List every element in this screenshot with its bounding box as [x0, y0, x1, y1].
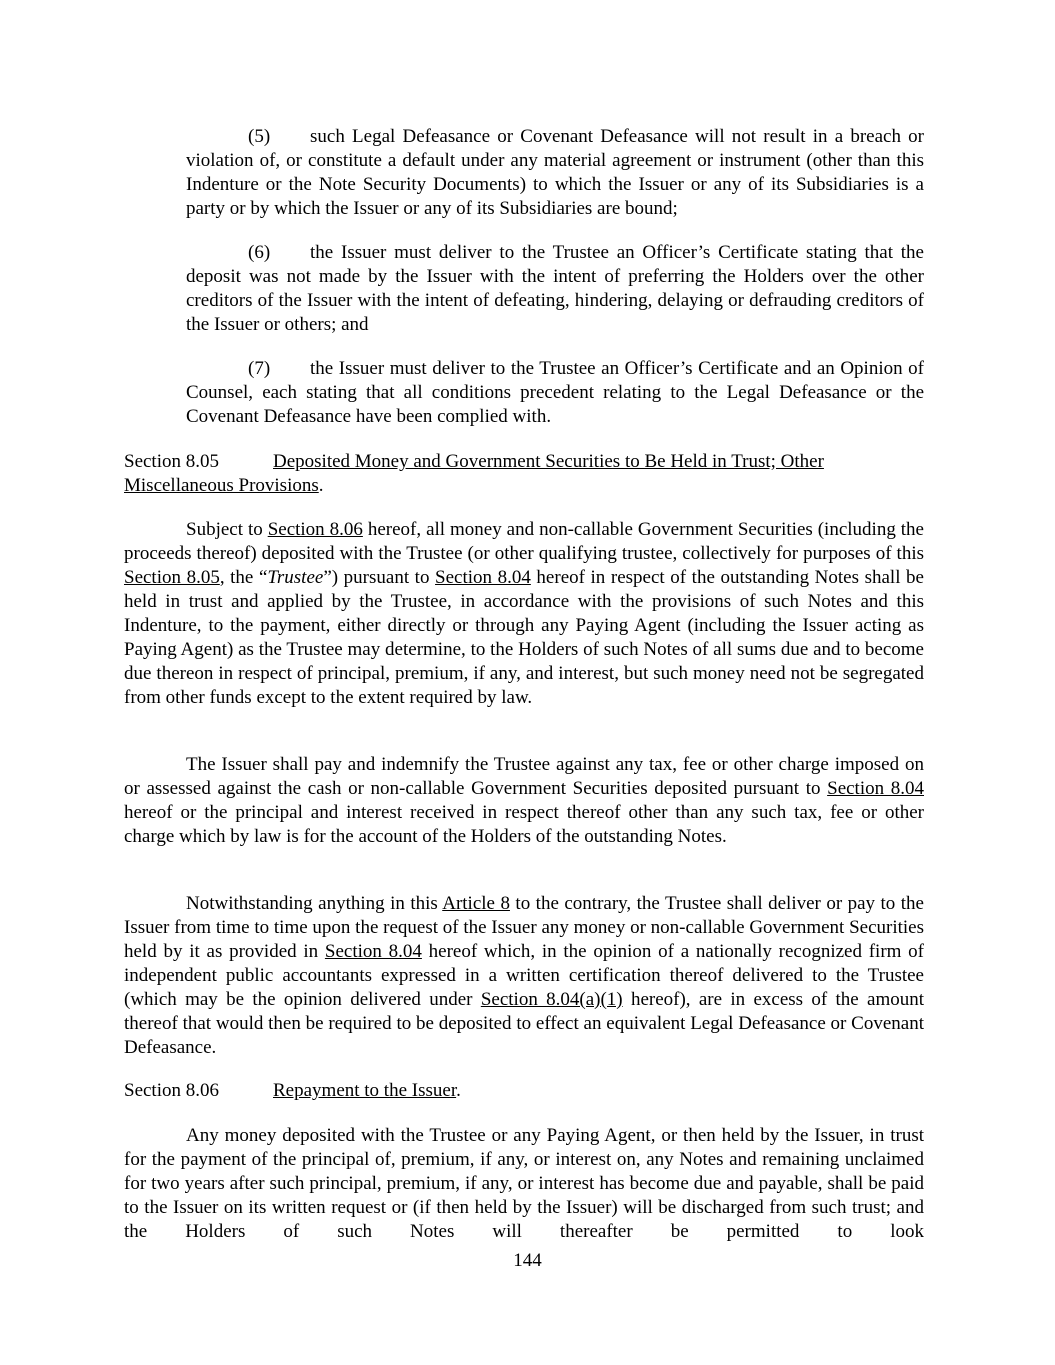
list-item-number: (5) — [248, 126, 271, 147]
paragraph-deposited-money — [124, 518, 924, 710]
text-run: hereof), are in excess of the amount thereof that would then be required to be deposited to effect an equivalent Legal Defeasance or Covenant Defeasance. — [124, 989, 925, 1058]
text-run: ”) pursuant to — [323, 567, 436, 588]
list-item-number: (7) — [248, 358, 271, 379]
cross-reference-link[interactable]: Section 8.05 — [124, 567, 220, 588]
text-run: hereof, all money and non-callable Government Securities (including the proceeds thereof) deposited with the Trustee (or other qualifying trustee, collectively for purposes of this — [124, 519, 924, 564]
text-run: hereof which, in the opinion of a nationally recognized firm of independent public accountants expressed in a written certification thereof delivered to the Trustee (which may be the opinion delivered under — [124, 941, 924, 1010]
section-title-line-2: Miscellaneous Provisions — [124, 475, 319, 496]
list-item-text: such Legal Defeasance or Covenant Defeasance will not result in a breach or violation of, or constitute a default under any material agreement or instrument (other than this Indenture or the Note Security Documents) to which the Issuer or any of its Subsidiaries is a party or by which the Issuer or any of its Subsidiaries are bound; — [186, 126, 924, 219]
paragraph-indemnify-trustee — [124, 753, 924, 849]
text-run: Notwithstanding anything in this — [186, 893, 443, 914]
list-item-number: (6) — [248, 242, 271, 263]
cross-reference-link[interactable]: Article 8 — [442, 893, 510, 914]
list-item-5 — [186, 125, 924, 221]
section-8-05-heading — [124, 450, 924, 498]
text-run: Any money deposited with the Trustee or any Paying Agent, or then held by the Issuer, in trust for the payment of the principal of, premium, if any, or interest on, any Notes and remaining unclaimed for two years after such principal, premium, if any, or interest has become due and payable, shall be paid to the Issuer on its written request or (if then held by the Issuer) will be discharged from such trust; and the Holders of such Notes will thereafter be permitted to look — [124, 1125, 924, 1242]
list-item-text: the Issuer must deliver to the Trustee an Officer’s Certificate and an Opinion of Counsel, each stating that all conditions precedent relating to the Legal Defeasance or the Covenant Defeasance have been complied with. — [186, 358, 924, 427]
section-title-period: . — [456, 1080, 461, 1101]
list-item-7 — [186, 357, 924, 429]
section-title-period: . — [318, 475, 324, 496]
cross-reference-link[interactable]: Section 8.06 — [267, 519, 363, 540]
paragraph-notwithstanding — [124, 892, 924, 1060]
text-run: hereof or the principal and interest received in respect thereof other than any such tax, fee or other charge which by law is for the account of the Holders of the outstanding Notes. — [124, 802, 924, 847]
section-number: Section 8.05 — [124, 451, 219, 472]
cross-reference-link[interactable]: Section 8.04(a)(1) — [480, 989, 623, 1010]
paragraph-repayment — [124, 1124, 924, 1244]
cross-reference-link[interactable]: Section 8.04 — [827, 778, 924, 799]
section-8-06-heading — [124, 1079, 924, 1103]
text-run: , the “ — [219, 567, 268, 588]
text-run: hereof in respect of the outstanding Notes shall be held in trust and applied by the Trustee, in accordance with the provisions of such Notes and this Indenture, to the payment, either directly or through any Paying Agent (including the Issuer acting as Paying Agent) as the Trustee may determine, to the Holders of such Notes of all sums due and to become due thereon in respect of principal, premium, if any, and interest, but such money need not be segregated from other funds except to the extent required by law. — [124, 567, 924, 708]
cross-reference-link[interactable]: Section 8.04 — [435, 567, 531, 588]
defined-term: Trustee — [267, 567, 324, 588]
text-run: The Issuer shall pay and indemnify the Trustee against any tax, fee or other charge imposed on or assessed against the cash or non-callable Government Securities deposited pursuant to — [124, 754, 924, 799]
section-number: Section 8.06 — [124, 1080, 219, 1101]
section-title: Repayment to the Issuer — [273, 1080, 457, 1101]
text-run: to the contrary, the Trustee shall deliver or pay to the Issuer from time to time upon the request of the Issuer any money or non-callable Government Securities held by it as provided in — [124, 893, 924, 962]
cross-reference-link[interactable]: Section 8.04 — [324, 941, 422, 962]
list-item-6 — [186, 241, 924, 337]
text-run: Subject to — [186, 519, 268, 540]
section-title-line-1: Deposited Money and Government Securities to Be Held in Trust; Other — [273, 451, 824, 472]
list-item-text: the Issuer must deliver to the Trustee an Officer’s Certificate stating that the deposit was not made by the Issuer with the intent of preferring the Holders over the other creditors of the Issuer with the intent of defeating, hindering, delaying or defrauding creditors of the Issuer or others; and — [186, 242, 924, 335]
page-number: 144 — [513, 1250, 542, 1271]
